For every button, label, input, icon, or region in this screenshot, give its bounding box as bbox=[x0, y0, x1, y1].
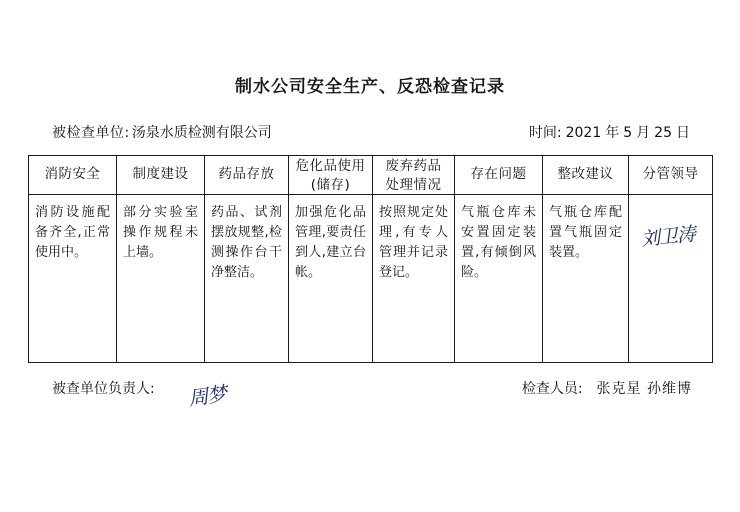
owner-signature-label: 被查单位负责人: bbox=[52, 381, 155, 397]
owner-signature-block bbox=[52, 378, 228, 411]
column-header-issues-label: 存在问题 bbox=[470, 166, 527, 183]
column-header-issues bbox=[455, 156, 543, 195]
date-year: 2021 bbox=[565, 125, 602, 141]
column-header-suggestions bbox=[543, 156, 629, 195]
date-month-unit: 月 bbox=[636, 125, 651, 141]
footer-row bbox=[52, 378, 692, 411]
table-header-row bbox=[29, 156, 713, 195]
column-header-hazardous-chemicals-sublabel: (储存) bbox=[310, 176, 351, 193]
inspection-date bbox=[527, 122, 692, 142]
inspector-block bbox=[522, 378, 692, 398]
cell-suggestions: 气瓶仓库配置气瓶固定装置。 bbox=[543, 194, 629, 362]
cell-drug-storage: 药品、试剂摆放规整,检测操作台干净整洁。 bbox=[205, 194, 289, 362]
inspector-names: 张克星 孙维博 bbox=[596, 381, 692, 397]
page-title: 制水公司安全生产、反恐检查记录 bbox=[235, 77, 505, 97]
column-header-fire-safety-label: 消防安全 bbox=[44, 166, 101, 183]
leader-signature: 刘卫涛 bbox=[639, 222, 696, 251]
date-year-unit: 年 bbox=[605, 125, 620, 141]
cell-issues: 气瓶仓库未安置固定装置,有倾倒风险。 bbox=[455, 194, 543, 362]
column-header-hazardous-chemicals bbox=[289, 156, 373, 195]
inspected-unit bbox=[52, 122, 274, 142]
column-header-hazardous-chemicals-label: 危化品使用 bbox=[295, 158, 366, 174]
inspected-unit-value: 汤泉水质检测有限公司 bbox=[131, 125, 272, 141]
cell-waste-disposal: 按照规定处理,有专人管理并记录登记。 bbox=[373, 194, 455, 362]
column-header-waste-disposal-sublabel: 处理情况 bbox=[385, 176, 442, 193]
inspector-label: 检查人员: bbox=[521, 381, 583, 397]
column-header-fire-safety bbox=[29, 156, 117, 195]
inspection-record-table bbox=[28, 155, 713, 363]
column-header-drug-storage bbox=[205, 156, 289, 195]
column-header-system-construction bbox=[117, 156, 205, 195]
column-header-system-construction-label: 制度建设 bbox=[132, 166, 189, 183]
column-header-waste-disposal bbox=[373, 156, 455, 195]
column-header-drug-storage-label: 药品存放 bbox=[218, 166, 275, 183]
cell-responsible-leader bbox=[629, 194, 713, 362]
inspected-unit-label: 被检查单位: bbox=[52, 125, 130, 141]
date-label: 时间: bbox=[528, 125, 562, 141]
column-header-responsible-leader bbox=[629, 156, 713, 195]
date-month: 5 bbox=[623, 125, 633, 141]
column-header-responsible-leader-label: 分管领导 bbox=[642, 166, 699, 183]
date-day-unit: 日 bbox=[676, 125, 690, 141]
cell-hazardous-chemicals: 加强危化品管理,要责任到人,建立台帐。 bbox=[289, 194, 373, 362]
date-day: 25 bbox=[654, 125, 672, 141]
table-row bbox=[29, 194, 713, 362]
meta-row bbox=[52, 122, 692, 144]
column-header-suggestions-label: 整改建议 bbox=[557, 166, 614, 183]
owner-signature: 周梦 bbox=[186, 381, 228, 411]
cell-system-construction: 部分实验室操作规程未上墙。 bbox=[117, 194, 205, 362]
column-header-waste-disposal-label: 废弃药品 bbox=[385, 158, 442, 174]
cell-fire-safety: 消防设施配备齐全,正常使用中。 bbox=[29, 194, 117, 362]
